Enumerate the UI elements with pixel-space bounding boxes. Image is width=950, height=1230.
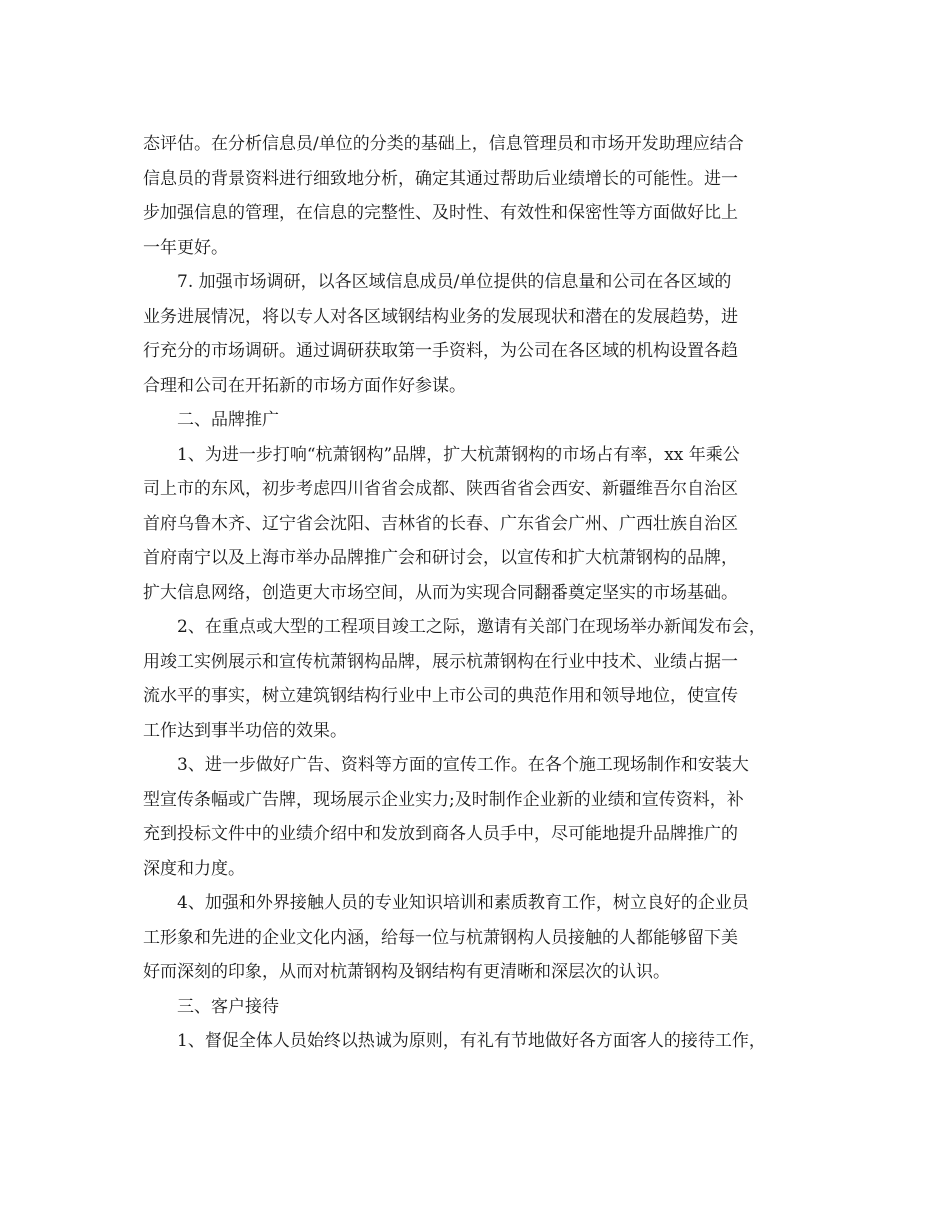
text-line: 7. 加强市场调研，以各区域信息成员/单位提供的信息量和公司在各区域的 <box>177 272 732 292</box>
text-line: 步加强信息的管理，在信息的完整性、及时性、有效性和保密性等方面做好比上 <box>143 203 738 223</box>
text-line: 充到投标文件中的业绩介绍中和发放到商各人员手中，尽可能地提升品牌推广的 <box>143 824 738 844</box>
text-line: 工作达到事半功倍的效果。 <box>143 720 347 741</box>
text-line: 行充分的市场调研。通过调研获取第一手资料，为公司在各区域的机构设置各趋 <box>143 341 738 361</box>
text-line: 2、在重点或大型的工程项目竣工之际，邀请有关部门在现场举办新闻发布会， <box>177 617 766 637</box>
text-line: 扩大信息网络，创造更大市场空间，从而为实现合同翻番奠定坚实的市场基础。 <box>143 582 738 603</box>
text-line: 用竣工实例展示和宣传杭萧钢构品牌，展示杭萧钢构在行业中技术、业绩占据一 <box>143 651 738 672</box>
text-line: 二、品牌推广 <box>177 410 279 430</box>
text-line: 3、进一步做好广告、资料等方面的宣传工作。在各个施工现场制作和安装大 <box>177 755 749 775</box>
text-line: 流水平的事实，树立建筑钢结构行业中上市公司的典范作用和领导地位，使宣传 <box>143 686 738 706</box>
document-body <box>143 127 809 1059</box>
text-line: 4、加强和外界接触人员的专业知识培训和素质教育工作，树立良好的企业员 <box>177 893 749 913</box>
text-line: 合理和公司在开拓新的市场方面作好参谋。 <box>143 375 466 396</box>
text-line: 1、为进一步打响“杭萧钢构”品牌，扩大杭萧钢构的市场占有率，xx 年乘公 <box>177 444 740 465</box>
text-line: 一年更好。 <box>143 237 228 258</box>
text-line: 业务进展情况，将以专人对各区域钢结构业务的发展现状和潜在的发展趋势，进 <box>143 306 738 327</box>
text-line: 首府乌鲁木齐、辽宁省会沈阳、吉林省的长春、广东省会广州、广西壮族自治区 <box>143 513 738 534</box>
text-line: 好而深刻的印象，从而对杭萧钢构及钢结构有更清晰和深层次的认识。 <box>143 962 670 982</box>
text-line: 司上市的东风，初步考虑四川省省会成都、陕西省省会西安、新疆维吾尔自治区 <box>143 479 738 499</box>
text-line: 首府南宁以及上海市举办品牌推广会和研讨会，以宣传和扩大杭萧钢构的品牌， <box>143 548 738 568</box>
text-line: 态评估。在分析信息员/单位的分类的基础上，信息管理员和市场开发助理应结合 <box>143 134 744 154</box>
text-line: 深度和力度。 <box>143 858 245 879</box>
text-line: 三、客户接待 <box>177 996 279 1017</box>
text-line: 1、督促全体人员始终以热诚为原则，有礼有节地做好各方面客人的接待工作， <box>177 1031 766 1051</box>
text-line: 工形象和先进的企业文化内涵，给每一位与杭萧钢构人员接触的人都能够留下美 <box>143 927 738 948</box>
text-line: 型宣传条幅或广告牌，现场展示企业实力;及时制作企业新的业绩和宣传资料，补 <box>143 789 744 810</box>
text-line: 信息员的背景资料进行细致地分析，确定其通过帮助后业绩增长的可能性。进一 <box>143 168 738 189</box>
